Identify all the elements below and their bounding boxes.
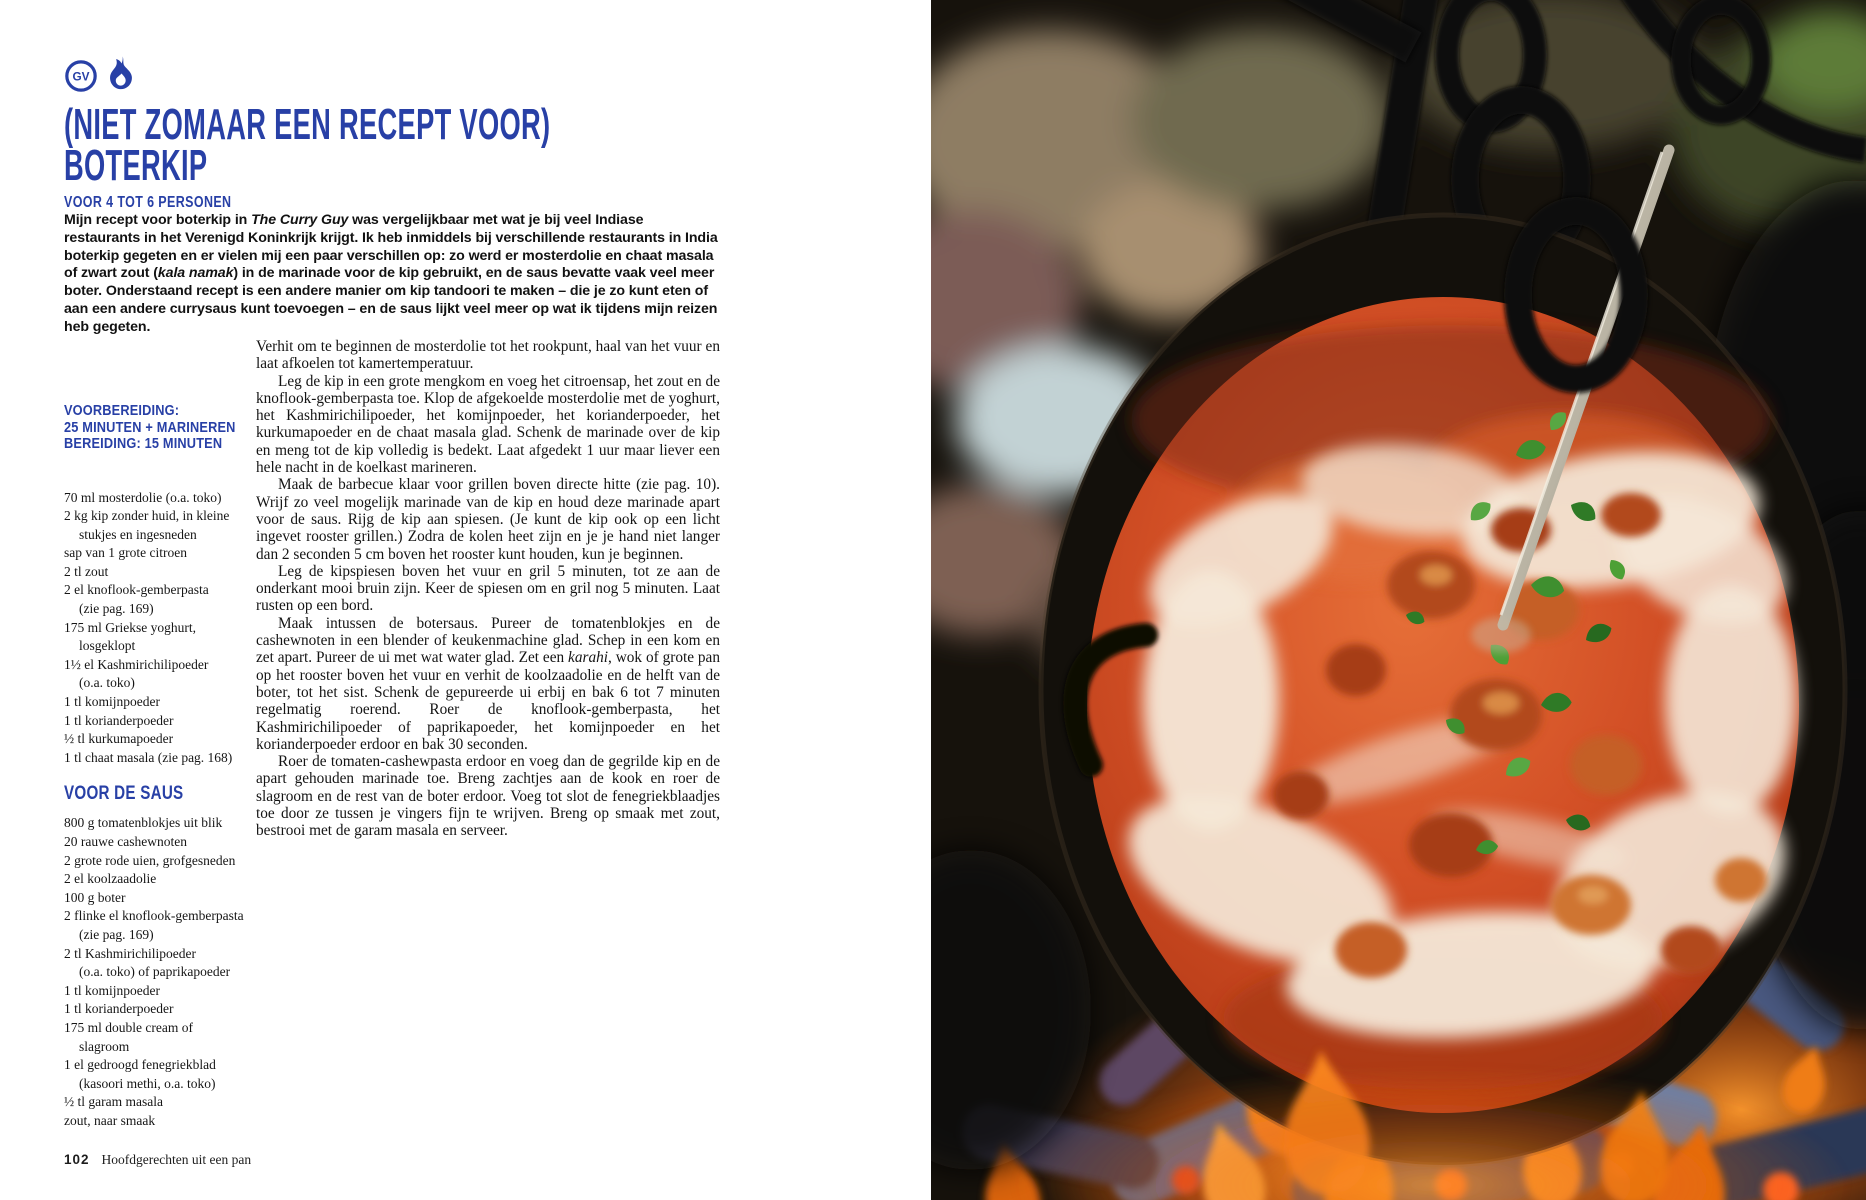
ingredient-line: 2 flinke el knoflook-gemberpasta: [64, 908, 244, 924]
ingredient-line: (zie pag. 169): [79, 926, 154, 942]
ingredient-line: (zie pag. 169): [79, 601, 154, 617]
ingredient-line: ½ tl kurkumapoeder: [64, 731, 174, 747]
recipe-title-line1: (NIET ZOMAAR EEN RECEPT VOOR): [64, 100, 551, 149]
instructions-column: [256, 338, 720, 840]
ingredient-line: sap van 1 grote citroen: [64, 545, 187, 561]
recipe-intro: Mijn recept voor boterkip in The Curry Guy was vergelijkbaar met wat je bij veel Indiase restaurants in het Verenigd Koninkrijk krijgt. Ik heb inmiddels bij verschillende restaurants in India boterkip gegeten en er vielen mij een paar verschillen op: zo werd er mosterdolie en chaat masala of zwart zout (kala namak) in de marinade voor de kip gebruikt, en de saus bevatte vaak veel meer boter. Onderstaand recept is een andere manier om kip tandoori te maken – die je zo kunt eten of aan een andere currysaus kunt toevoegen – en de saus lijkt veel meer op wat ik tijdens mijn reizen heb gegeten.: [64, 212, 718, 335]
prep-time-line: 25 MINUTEN + MARINEREN: [64, 419, 236, 436]
ingredient-line: 1 el gedroogd fenegriekblad: [64, 1057, 216, 1073]
ingredient-line: 800 g tomatenblokjes uit blik: [64, 815, 223, 831]
sauce-ingredients-list: [64, 814, 276, 1130]
ingredient-line: 70 ml mosterdolie (o.a. toko): [64, 489, 222, 505]
flame-icon: [109, 56, 134, 95]
recipe-header: [64, 100, 849, 212]
sauce-section-heading: VOOR DE SAUS: [64, 783, 184, 805]
instruction-paragraph: Verhit om te beginnen de mosterdolie tot het rookpunt, haal van het vuur en laat afkoelen tot kamertemperatuur.: [256, 338, 720, 373]
instruction-paragraph: Maak de barbecue klaar voor grillen boven directe hitte (zie pag. 10). Wrijf zo veel mogelijk marinade van de kip en houd deze marinade apart voor de saus. Rijg de kip aan spiesen. (Je kunt de kip ook op een licht ingevet rooster grillen.) Zodra de kolen heet zijn en je je hand niet langer dan 2 seconden 5 cm boven het rooster kunt houden, kun je beginnen.: [256, 476, 720, 563]
instruction-paragraph: Leg de kip in een grote mengkom en voeg het citroensap, het zout en de knoflook-gemberpasta toe. Klop de afgekoelde mosterdolie met de yoghurt, het Kashmirichilipoeder, het komijnpoeder, het korianderpoeder, het kurkumapoeder en de chaat masala glad. Schenk de marinade over de kip en meng tot de kip volledig is bedekt. Laat afgedekt 1 uur maar liever een hele nacht in de koelkast marineren.: [256, 372, 720, 477]
prep-time-block: [64, 403, 276, 453]
ingredient-line: 175 ml Griekse yoghurt,: [64, 619, 196, 635]
ingredient-line: zout, naar smaak: [64, 1112, 156, 1128]
ingredient-line: (o.a. toko): [79, 675, 135, 691]
ingredient-line: (o.a. toko) of paprikapoeder: [79, 964, 231, 980]
ingredient-line: 1 tl chaat masala (zie pag. 168): [64, 749, 233, 765]
instruction-paragraph: Leg de kipspiesen boven het vuur en gril 5 minuten, tot ze aan de onderkant mooi bruin zijn. Keer de spiesen om en gril nog 5 minuten. Laat rusten op een bord.: [256, 562, 720, 615]
page-number: 102: [64, 1152, 90, 1167]
ingredient-line: 1½ el Kashmirichilipoeder: [64, 656, 209, 672]
ingredient-line: 2 el koolzaadolie: [64, 871, 157, 887]
ingredients-sidebar: [64, 403, 276, 1131]
ingredient-line: stukjes en ingesneden: [79, 526, 197, 542]
ingredient-line: ½ tl garam masala: [64, 1094, 163, 1110]
ingredient-line: 2 tl Kashmirichilipoeder: [64, 945, 196, 961]
page-footer: [64, 1152, 251, 1168]
butter-chicken-photo-illustration: [931, 0, 1866, 1200]
gv-circle-icon: [64, 58, 98, 94]
prep-time-line: VOORBEREIDING:: [64, 403, 180, 419]
ingredient-line: 1 tl korianderpoeder: [64, 1001, 174, 1017]
ingredient-line: losgeklopt: [79, 638, 136, 654]
instruction-paragraph: Roer de tomaten-cashewpasta erdoor en voeg dan de gegrilde kip en de apart gehouden marinade toe. Breng zachtjes aan de kook en roer de slagroom en de rest van de boter erdoor. Voeg tot slot de fenegriekblaadjes toe door ze tussen je vingers fijn te wrijven. Breng op smaak met zout, bestrooi met de garam masala en serveer.: [256, 753, 720, 840]
gluten-free-badge: [64, 58, 98, 94]
ingredient-line: 1 tl korianderpoeder: [64, 712, 174, 728]
ingredient-line: slagroom: [79, 1038, 130, 1054]
marinade-ingredients-list: [64, 489, 276, 768]
gv-badge-label: GV: [72, 69, 90, 84]
ingredient-line: 2 el knoflook-gemberpasta: [64, 582, 209, 598]
recipe-photo: [931, 0, 1866, 1200]
ingredient-line: 2 tl zout: [64, 563, 109, 579]
recipe-badges: [64, 56, 134, 95]
ingredient-line: 2 grote rode uien, grofgesneden: [64, 852, 236, 868]
ingredient-line: (kasoori methi, o.a. toko): [79, 1075, 216, 1091]
chapter-title: Hoofdgerechten uit een pan: [101, 1152, 252, 1167]
prep-time-line: BEREIDING: 15 MINUTEN: [64, 436, 223, 452]
ingredient-line: 20 rauwe cashewnoten: [64, 834, 187, 849]
instruction-paragraph: Maak intussen de botersaus. Pureer de tomatenblokjes en de cashewnoten in een blender of keukenmachine glad. Schep in een kom en zet apart. Pureer de ui met wat water glad. Zet een karahi, wok of grote pan op het rooster boven het vuur en verhit de koolzaadolie en de helft van de boter, tot het sist. Schenk de gepureerde ui erbij en bak 6 tot 7 minuten regelmatig roerend. Roer de knoflook-gemberpasta, het Kashmirichilipoeder of paprikapoeder, het komijnpoeder en het korianderpoeder erdoor en bak 30 seconden.: [256, 614, 720, 753]
ingredient-line: 175 ml double cream of: [64, 1019, 193, 1035]
servings-label: VOOR 4 TOT 6 PERSONEN: [64, 194, 232, 211]
ingredient-line: 1 tl komijnpoeder: [64, 982, 160, 998]
ingredient-line: 2 kg kip zonder huid, in kleine: [64, 508, 230, 524]
ingredient-line: 1 tl komijnpoeder: [64, 694, 160, 710]
ingredient-line: 100 g boter: [64, 889, 126, 905]
recipe-title-line2: BOTERKIP: [64, 141, 208, 190]
